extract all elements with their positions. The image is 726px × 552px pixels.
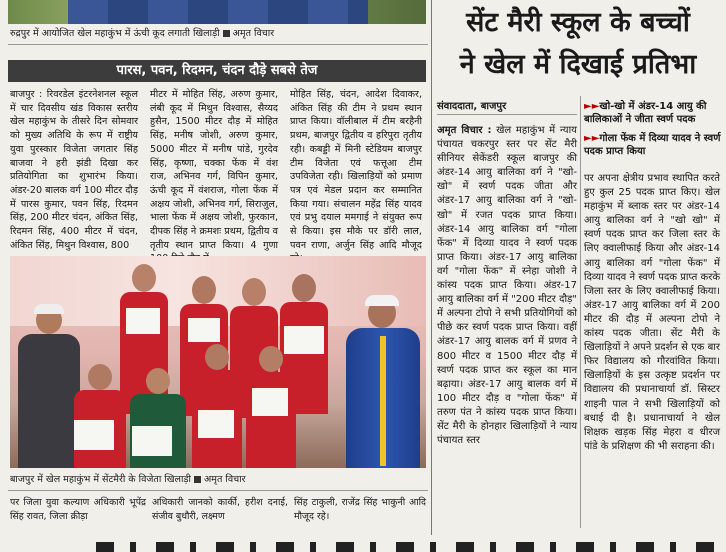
left-bottom-2-text: अधिकारी जानको कार्की, हरीश दनाई, संजीव बुधौरी, लक्ष्मण [152, 497, 288, 522]
highlight-1-text: खो-खो में अंडर-14 आयु की बालिकाओं ने जीता स्वर्ण पदक [584, 101, 707, 125]
separator-square-icon [194, 476, 201, 483]
byline-divider [437, 114, 577, 115]
top-caption-text: रुद्रपुर में आयोजित खेल महाकुंभ में ऊंची कूद लगाती खिलाड़ी [10, 28, 220, 39]
highlight-1 [584, 100, 722, 126]
team-photo [10, 256, 426, 468]
left-bottom-2 [152, 496, 288, 526]
arrow-right-icon: ►► [584, 101, 600, 112]
right-col-2 [584, 172, 720, 528]
right-col-1 [437, 124, 577, 528]
student-front-2 [128, 368, 188, 468]
student-front-4 [244, 346, 298, 468]
right-headline-1-text: सेंट मैरी स्कूल के बच्चों [466, 7, 690, 38]
top-photo-caption [10, 28, 274, 40]
right-col-2-text: पर अपना क्षेत्रीय प्रभाव स्थापित करते हुए कुल 25 पदक प्राप्त किए। खेल महाकुंभ में ब्लाक स्तर पर अंडर-14 आयु बालिका वर्ग ने "खो खो" में स्वर्ण पदक प्राप्त कर जिला स्तर के लिए क्वालीफाई किया और अंडर-14 आयु बालिका वर्ग "गोला फेंक" में दिव्या यादव ने स्वर्ण पदक प्राप्त करके जिला स्तर के लिए क्वालीफाई किया। अंडर-17 आयु बालिका वर्ग में 200 मीटर की दौड़ में अल्पना टोपो ने कांस्य पदक जीता। सेंट मैरी के खिलाड़ियों ने अपने प्रदर्शन से एक बार फिर विद्यालय को गौरवांवित किया। खिलाड़ियों के इस उत्कृष्ट प्रदर्शन पर विद्यालय की प्रधानाचार्या डॉ. सिस्टर शाइनी पाल ने सभी खिलाड़ियों को बधाई दी है। प्रधानाचार्या ने खेल शिक्षक खड़क सिंह मेहरा व धीरज पांडे के प्रशिक्षण की भी सराहना की। [584, 173, 720, 452]
left-story-headline [8, 60, 426, 82]
left-col-2 [150, 88, 278, 250]
team-photo-caption [10, 474, 246, 486]
top-photo-credit: अमृत विचार [232, 28, 275, 39]
separator-square-icon [223, 30, 230, 37]
left-col-3 [290, 88, 422, 250]
left-headline-text: पारस, पवन, रिदमन, चंदन दौड़े सबसे तेज [116, 63, 318, 78]
right-headline-line-2 [434, 46, 722, 84]
coach-right [340, 298, 426, 468]
left-bottom-1-text: पर जिला युवा कल्याण अधिकारी भूपेंद्र सिंह रावत, जिला क्रीड़ा [10, 497, 146, 522]
student-front-3 [190, 344, 244, 468]
caption-divider [8, 490, 428, 491]
top-photo-strip [8, 0, 426, 24]
left-col-1 [10, 88, 138, 250]
highlight-2 [584, 132, 722, 158]
student-front-1 [72, 364, 128, 468]
highlight-2-text: गोला फेंक में दिव्या यादव ने स्वर्ण पदक प्राप्त किया [584, 133, 721, 157]
left-col-3-text: मोहित सिंह, चंदन, आदेश दिवाकर, अंकित सिंह की टीम ने प्रथम स्थान प्राप्त किया। वॉलीबाल में टीम बरहैनी प्रथम, बाजपुर द्वितीय व हरिपुरा तृतीय रही। कबड्डी में मिनी स्टेडियम बाजपुर टीम विजेता एवं फत्तूआ टीम उपविजेता रही। खिलाड़ियों को प्रमाण पत्र एवं मेडल प्रदान कर सम्मानित किया गया। संचालन महेंद्र सिंह यादव एवं प्रभु दयाल ममगाई ने संयुक्त रूप से किया। इस मौके पर डॉरी लाल, पवन राणा, अर्जुन सिंह आदि मौजूद [290, 89, 422, 251]
right-inner-divider [580, 96, 581, 528]
left-bottom-1 [10, 496, 146, 526]
byline-text: संवाददाता, बाजपुर [437, 101, 507, 112]
page-column-divider [431, 0, 432, 535]
next-story-headline-clip [96, 536, 716, 550]
team-photo-caption-text: बाजपुर में खेल महाकुंभ में सेंटमैरी के विजेता खिलाड़ी [10, 474, 191, 485]
right-headline-2-text: ने खेल में दिखाई प्रतिभा [459, 49, 697, 80]
left-bottom-3 [294, 496, 426, 526]
team-photo-credit: अमृत विचार [204, 474, 246, 485]
left-col-2-text: मीटर में मोहित सिंह, अरुण कुमार, लंबी कूद में मिथुन विश्वास, सैय्यद हुसैन, 1500 मीटर दौड़ में मोहित सिंह, मनीष जोशी, अरुण कुमार, 5000 मीटर में मनीष पांडे, गुरदेव सिंह, कृष्णा, चक्का फेंक में वंश राज, अभिनव गर्ग, विपिन कुमार, ऊंची कूद में वंशराज, गोला फेंक में अक्षय जोशी, अभिनव गर्ग, सिराजुल, भाला फेंक में अक्षय जोशी, फुरकान, दीपक सिंह ने क्रमशः प्रथम, द्वितीय व तृतीय स्थान प्राप्त किया। 4 गुणा [150, 89, 278, 251]
top-divider [8, 44, 428, 45]
left-bottom-3-text: सिंह टाकुली, राजेंद्र सिंह भाकुनी आदि मौजूद रहे। [294, 497, 426, 522]
arrow-right-icon: ►► [584, 133, 600, 144]
right-col-1-text: खेल महाकुंभ में न्याय पंचायत चकरपुर स्तर पर सेंट मैरी सीनियर सेकेंडरी स्कूल बाजपुर की अंडर-14 आयु बालिका वर्ग ने "खो-खो" में स्वर्ण पदक जीता और अंडर-17 आयु बालिका वर्ग ने "खो-खो" में रजत पदक प्राप्त किया। अंडर-14 आयु बालिका वर्ग "गोला फेंक" में दिव्या यादव ने स्वर्ण पदक प्राप्त किया। अंडर-17 आयु बालिका वर्ग "गोला फेंक" में स्नेहा जोशी ने कांस्य पदक प्राप्त किया। अंडर-17 आयु बालिका वर्ग में "200 मीटर दौड़" में अल्पना टोपो ने सभी प्रतियोगियों को पीछे कर स्वर्ण पदक प्राप्त किया। वहीं अंडर-17 आयु बालक वर्ग में प्रणव ने 800 मीटर व 1500 मीटर दौड़ में स्वर्ण पदक प्राप्त कर स्कूल का मान बढ़ाया। अंडर-17 आयु बालक वर्ग में 100 मीटर दौड़ व "गोला फेंक" में तरुण पंत ने कांस्य पदक प्राप्त किया। सेंट मैरी के होनहार खिलाड़ियों ने न्याय पंचायत स्तर [437, 125, 577, 447]
left-col-1-text: बाजपुर : रिवरडेल इंटरनेशनल स्कूल में चार दिवसीय खंड विकास स्तरीय खेल महाकुंभ के तीसरे दिन सोमवार को मुख्य अतिथि के रूप में राष्ट्रीय युवा पुरस्कार विजेता जगतार सिंह बाजवा ने हरी झंडी दिखा कर प्रतियोगिता का शुभारंभ किया। अंडर-20 बालक वर्ग 100 मीटर दौड़ में पारस कुमार, पवन सिंह, रिदमन सिंह, 200 मीटर चंदन, अंकित सिंह, रिदमन सिंह, 400 मीटर में चंदन, अंकित सिंह, मिथुन विश्वास, 800 [10, 89, 138, 251]
dateline: अमृत विचार : [437, 125, 492, 136]
byline [437, 98, 506, 112]
right-headline-line-1 [434, 4, 722, 42]
